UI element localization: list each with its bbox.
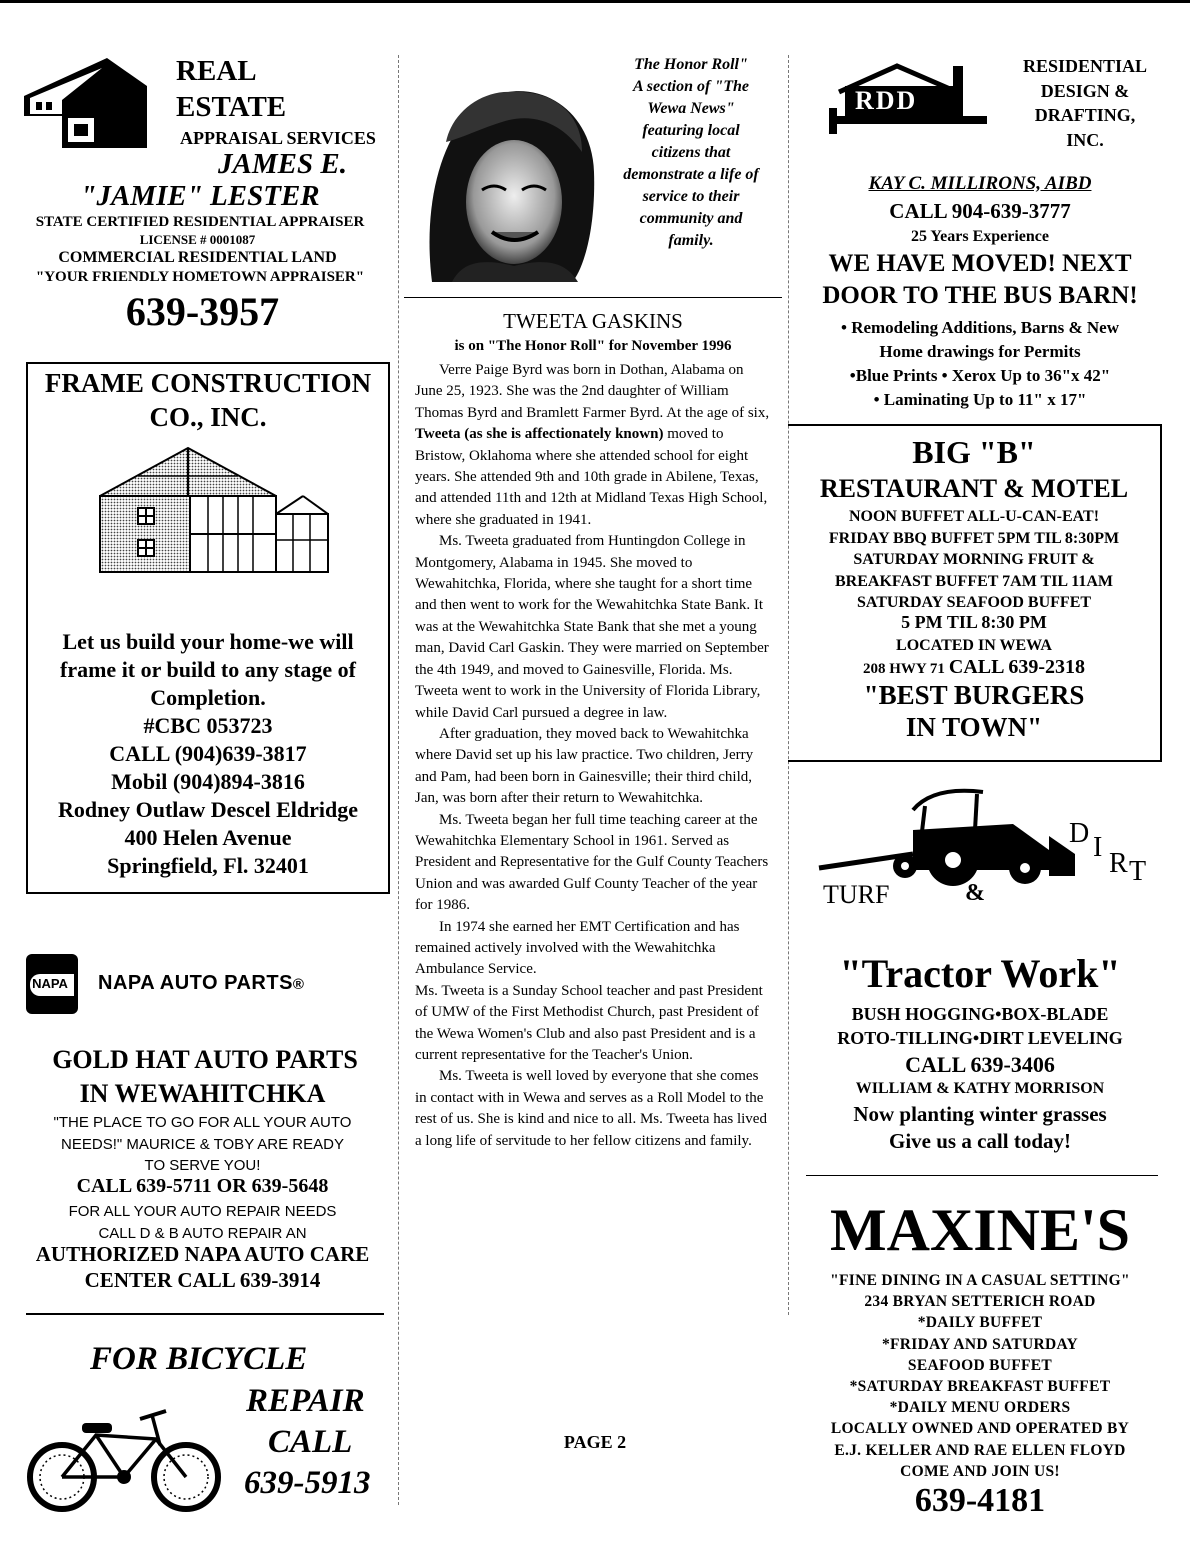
rdd-moved-1: WE HAVE MOVED! NEXT (828, 250, 1132, 277)
gold-hat-title-1: GOLD HAT AUTO PARTS (52, 1045, 358, 1074)
article-paragraph: Ms. Tweeta is a Sunday School teacher and past President of UMW of the First Methodist Church, past President of the Wewa Women's Club and also past President and is a current representative for the Teacher's Union. (415, 982, 763, 1063)
real-estate-title-2: ESTATE (176, 91, 287, 123)
tractor-services-1: BUSH HOGGING•BOX-BLADE (851, 1004, 1109, 1024)
gold-hat-center: CENTER CALL 639-3914 (84, 1268, 321, 1292)
appraiser-slogan: "YOUR FRIENDLY HOMETOWN APPRAISER" (35, 269, 365, 285)
article-body (415, 360, 773, 1152)
big-b-title: BIG "B" (912, 434, 1036, 470)
gold-hat-repair: FOR ALL YOUR AUTO REPAIR NEEDS CALL D & B AUTO REPAIR AN (68, 1203, 337, 1242)
big-b-address: 208 HWY 71 CALL 639-2318 (862, 656, 1086, 678)
turf-dirt-ad (795, 770, 1165, 1170)
page-number: PAGE 2 (563, 1432, 627, 1452)
gold-hat-body: "THE PLACE TO GO FOR ALL YOUR AUTO NEEDS!" MAURICE & TOBY ARE READY TO SERVE YOU! (53, 1114, 352, 1174)
divider (404, 297, 782, 298)
dirt-logo-r: R (1109, 848, 1128, 879)
frame-phone: CALL (904)639-3817 (109, 741, 307, 766)
appraiser-name-1: JAMES E. (218, 148, 347, 180)
tractor-winter: Now planting winter grasses (853, 1102, 1107, 1126)
rdd-owner: KAY C. MILLIRONS, AIBD (868, 173, 1092, 194)
portrait-photo (422, 82, 596, 282)
article-subhead: is on "The Honor Roll" for November 1996 (454, 338, 732, 354)
maxines-phone: 639-4181 (914, 1482, 1046, 1519)
rdd-phone: CALL 904-639-3777 (889, 199, 1071, 223)
frame-mobile: Mobil (904)894-3816 (111, 769, 305, 794)
article-paragraph: Ms. Tweeta began her full time teaching career at the Wewahitchka Elementary School in 1961. Served as President and Representative for the Gulf County Teachers Union and was awarded Gulf County Teacher of the year for 1986. (415, 811, 769, 914)
appraiser-phone: 639-3957 (125, 289, 280, 334)
frame-line: Completion. (150, 685, 266, 710)
article-paragraph: Ms. Tweeta is well loved by everyone that she comes in contact with in Wewa and serves as a Roll Model to the rest of us. She is kind and nice to all. Ms. Tweeta has lived a long life of servitude to her fellow citizens and family. (415, 1068, 767, 1149)
gold-hat-title-2: IN WEWAHITCHKA (79, 1079, 326, 1108)
tractor-phone: CALL 639-3406 (905, 1052, 1055, 1077)
frame-line: Let us build your home-we will (62, 629, 354, 654)
napa-brand: NAPA AUTO PARTS® (98, 972, 305, 994)
gold-hat-phone: CALL 639-5711 OR 639-5648 (76, 1175, 329, 1197)
big-b-slogan-1: "BEST BURGERS (863, 680, 1085, 710)
real-estate-title-1: REAL (176, 55, 257, 87)
bicycle-phone: 639-5913 (244, 1465, 371, 1501)
divider (26, 1313, 384, 1315)
bicycle-line-3: CALL (268, 1424, 353, 1460)
big-b-location: LOCATED IN WEWA (896, 637, 1052, 654)
frame-title-1: FRAME CONSTRUCTION (44, 368, 372, 398)
house-icon (22, 56, 154, 156)
tractor-icon (813, 780, 1083, 890)
maxines-ad (795, 1190, 1165, 1530)
article-paragraph: After graduation, they moved back to Wewahitchka where David set up his law practice. Two children, Jerry and Pam, had been born in Gainesville; their third child, Jan, was born after their return to Wewahitchka. (415, 725, 754, 807)
article-paragraph: Ms. Tweeta graduated from Huntingdon College in Montgomery, Alabama in 1945. She moved to Wewahitchka, Florida, where she taught for a short time and then went to work for the Wewahitchka State Bank. It was at the Wewahitchka State Bank that she met a young man, David Carl Gaskin. They were married on September the 4th 1949, and moved to Gainesville, Florida. Ms. Tweeta went to work in the University of Florida Library, while David Carl pursued a degree in law. (415, 533, 769, 721)
big-b-slogan-2: IN TOWN" (905, 712, 1043, 742)
appraiser-services: COMMERCIAL RESIDENTIAL LAND (58, 249, 337, 266)
frame-construction-ad (26, 362, 390, 894)
article-paragraph: Verre Paige Byrd was born in Dothan, Alabama on June 25, 1923. She was the 2nd daughter of William Thomas Byrd and Bramlett Farmer Byrd. At the age of six, Tweeta (as she is affectionately known) moved to Bristow, Oklahoma where she attended school for eight years. She attended 9th and 10th grade in Abilene, Texas, and attended 11th and 12th at Midland Texas High School, where she graduated in 1941. (415, 362, 770, 528)
real-estate-ad (0, 50, 395, 340)
napa-ad (0, 950, 395, 1300)
rdd-moved-2: DOOR TO THE BUS BARN! (822, 282, 1138, 309)
article-headline: TWEETA GASKINS (503, 309, 683, 333)
bicycle-line-2: REPAIR (246, 1383, 365, 1419)
appraiser-cert: STATE CERTIFIED RESIDENTIAL APPRAISER (35, 214, 365, 230)
rdd-title: RESIDENTIAL DESIGN & DRAFTING, INC. (1022, 56, 1148, 150)
napa-logo-icon: NAPA (26, 954, 78, 1014)
divider (806, 1175, 1158, 1176)
house-frame-icon (98, 444, 330, 574)
frame-address: 400 Helen Avenue (124, 825, 292, 850)
big-b-hours: 5 PM TIL 8:30 PM (901, 612, 1047, 632)
appraiser-license: LICENSE # 0001087 (139, 232, 256, 247)
frame-city: Springfield, Fl. 32401 (107, 853, 309, 878)
appraiser-name-2: "JAMIE" LESTER (80, 180, 320, 212)
frame-body (28, 628, 388, 880)
rdd-services: • Remodeling Additions, Barns & New Home drawings for Permits •Blue Prints • Xerox Up to 36"x 42" • Laminating Up to 11" x 17" (841, 318, 1119, 409)
turf-logo-turf: TURF (823, 880, 890, 909)
top-rule (0, 0, 1190, 3)
rdd-experience: 25 Years Experience (910, 228, 1050, 245)
frame-line: frame it or build to any stage of (60, 657, 356, 682)
bicycle-ad (0, 1335, 395, 1515)
dirt-logo-d: D (1069, 818, 1090, 849)
tractor-work-title: "Tractor Work" (839, 951, 1121, 996)
frame-owners: Rodney Outlaw Descel Eldridge (57, 797, 359, 822)
rdd-logo-text: RDD (855, 86, 918, 115)
bicycle-line-1: FOR BICYCLE (90, 1341, 308, 1377)
maxines-title: MAXINE'S (829, 1197, 1131, 1263)
tractor-call: Give us a call today! (889, 1129, 1071, 1153)
honor-roll-photo (422, 82, 596, 282)
tractor-owners: WILLIAM & KATHY MORRISON (855, 1080, 1105, 1097)
real-estate-subtitle: APPRAISAL SERVICES (180, 128, 376, 148)
dirt-logo-i: I (1093, 832, 1103, 863)
dirt-logo-t: T (1129, 856, 1147, 887)
article-paragraph: In 1974 she earned her EMT Certification and has remained actively involved with the Wewahitchka Ambulance Service. (415, 918, 740, 978)
gold-hat-napa-care: AUTHORIZED NAPA AUTO CARE (35, 1242, 370, 1266)
big-b-ad (788, 424, 1162, 762)
frame-title-2: CO., INC. (149, 402, 267, 432)
rdd-ad (795, 50, 1165, 415)
honor-roll-intro: The Honor Roll" A section of "The Wewa News" featuring local citizens that demonstrate a life of service to their community and family. (623, 56, 759, 249)
maxines-details: "FINE DINING IN A CASUAL SETTING" 234 BRYAN SETTERICH ROAD *DAILY BUFFET *FRIDAY AND SATURDAY SEAFOOD BUFFET *SATURDAY BREAKFAST BUFFET *DAILY MENU ORDERS LOCALLY OWNED AND OPERATED BY E.J. KELLER AND RAE ELLEN FLOYD COME AND JOIN US! (830, 1272, 1130, 1480)
frame-license: #CBC 053723 (143, 713, 273, 738)
turf-logo-amp: & (965, 880, 985, 906)
big-b-specials: NOON BUFFET ALL-U-CAN-EAT! FRIDAY BBQ BUFFET 5PM TIL 8:30PM SATURDAY MORNING FRUIT & BREAKFAST BUFFET 7AM TIL 11AM SATURDAY SEAFOOD BUFFET (828, 508, 1120, 611)
tractor-services-2: ROTO-TILLING•DIRT LEVELING (837, 1028, 1123, 1048)
big-b-subtitle: RESTAURANT & MOTEL (819, 474, 1129, 503)
bicycle-icon (26, 1405, 226, 1517)
